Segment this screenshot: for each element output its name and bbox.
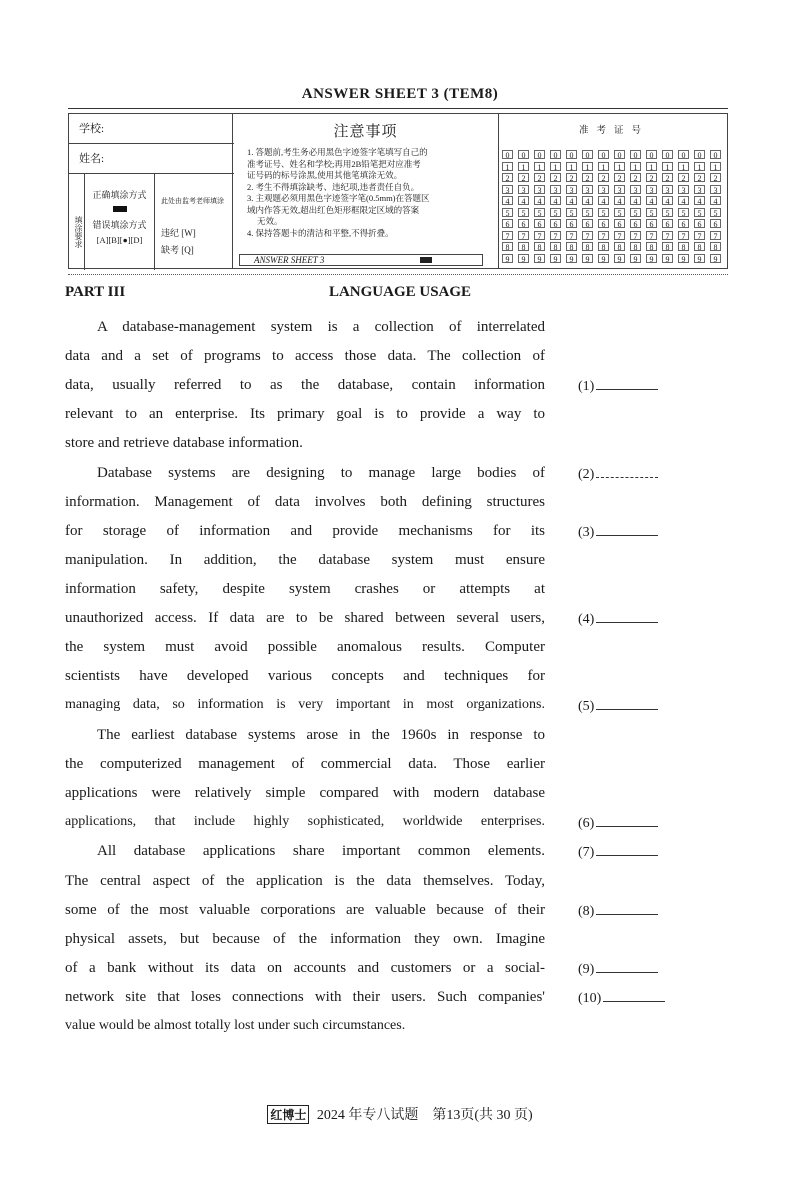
exam-id-bubble[interactable]: 4 — [662, 196, 673, 205]
exam-id-bubble[interactable]: 7 — [710, 231, 721, 240]
passage-line: manipulation. In addition, the database system must ensure — [65, 552, 545, 568]
exam-id-bubble[interactable]: 8 — [710, 242, 721, 251]
answer-blank-10[interactable] — [578, 987, 665, 1009]
school-field[interactable] — [69, 114, 234, 144]
passage-line: physical assets, but because of the information they own. Imagine — [65, 931, 545, 947]
answer-strip-label: ANSWER SHEET 3 — [254, 255, 325, 265]
exam-id-bubble[interactable]: 6 — [662, 219, 673, 228]
exam-id-bubble[interactable]: 7 — [582, 231, 593, 240]
exam-id-bubble[interactable]: 6 — [710, 219, 721, 228]
answer-blank-8[interactable] — [578, 900, 658, 922]
exam-id-bubble[interactable]: 2 — [502, 173, 513, 182]
passage-line: network site that loses connections with their users. Such companies' — [65, 989, 545, 1005]
passage-line: The earliest database systems arose in the 1960s in response to — [97, 727, 545, 743]
exam-id-bubble[interactable]: 2 — [694, 173, 705, 182]
blank-line[interactable] — [603, 987, 665, 1002]
exam-id-bubble[interactable]: 1 — [710, 162, 721, 171]
exam-id-bubble[interactable]: 6 — [518, 219, 529, 228]
exam-id-bubble[interactable]: 2 — [710, 173, 721, 182]
blank-number: (6) — [578, 816, 595, 831]
exam-id-bubble[interactable]: 0 — [518, 150, 529, 159]
exam-id-bubble[interactable]: 9 — [662, 254, 673, 263]
exam-id-bubble[interactable]: 4 — [678, 196, 689, 205]
exam-id-bubble[interactable]: 7 — [678, 231, 689, 240]
answer-blank-6[interactable] — [578, 812, 658, 834]
exam-id-bubble[interactable]: 3 — [646, 185, 657, 194]
exam-id-bubble[interactable]: 8 — [550, 242, 561, 251]
exam-id-bubble[interactable]: 8 — [502, 242, 513, 251]
exam-id-bubble[interactable]: 4 — [582, 196, 593, 205]
answer-blank-7[interactable] — [578, 841, 658, 863]
notice-line: 4. 保持答题卡的清洁和平整,不得折叠。 — [247, 227, 394, 238]
exam-id-bubble[interactable]: 8 — [566, 242, 577, 251]
passage-line: some of the most valuable corporations are valuable because of their — [65, 902, 545, 918]
footer-text: 2024 年专八试题 第13页(共 30 页) — [316, 1108, 533, 1123]
blank-line[interactable] — [596, 900, 658, 915]
exam-id-bubble[interactable]: 5 — [646, 208, 657, 217]
exam-id-bubble[interactable]: 3 — [566, 185, 577, 194]
exam-id-bubble[interactable]: 3 — [678, 185, 689, 194]
exam-id-bubble[interactable]: 0 — [598, 150, 609, 159]
exam-id-bubble[interactable]: 0 — [710, 150, 721, 159]
exam-id-bubble[interactable]: 3 — [662, 185, 673, 194]
passage-line: applications, that include highly sophisticated, worldwide enterprises. — [65, 814, 545, 829]
exam-id-column — [581, 150, 594, 266]
exam-id-bubble[interactable]: 7 — [598, 231, 609, 240]
notice-line: 2. 考生不得填涂缺考、违纪项,违者责任自负。 — [247, 181, 420, 192]
passage-line: managing data, so information is very important in most organizations. — [65, 697, 545, 712]
exam-id-bubble[interactable]: 6 — [598, 219, 609, 228]
exam-id-bubble[interactable]: 2 — [598, 173, 609, 182]
exam-id-bubble[interactable]: 3 — [502, 185, 513, 194]
exam-id-bubble[interactable]: 6 — [566, 219, 577, 228]
exam-id-column — [677, 150, 690, 266]
exam-id-bubble[interactable]: 8 — [694, 242, 705, 251]
notice-line: 无效。 — [257, 216, 283, 226]
passage-line: information. Management of data involves both defining structures — [65, 494, 545, 510]
exam-id-bubble[interactable]: 2 — [646, 173, 657, 182]
exam-id-bubble[interactable]: 0 — [566, 150, 577, 159]
proctor-box — [155, 174, 234, 270]
name-field[interactable] — [69, 144, 234, 174]
notice-line: 3. 主观题必须用黑色字迹签字笔(0.5mm)在答题区 — [247, 193, 430, 203]
exam-id-bubble[interactable]: 8 — [598, 242, 609, 251]
exam-id-bubble[interactable]: 7 — [534, 231, 545, 240]
blank-number: (1) — [578, 379, 595, 394]
exam-id-bubble[interactable]: 2 — [630, 173, 641, 182]
exam-id-bubble[interactable]: 9 — [550, 254, 561, 263]
exam-id-bubble[interactable]: 6 — [550, 219, 561, 228]
exam-id-bubble[interactable]: 4 — [646, 196, 657, 205]
exam-id-bubble[interactable]: 0 — [630, 150, 641, 159]
passage-line: value would be almost totally lost under such circumstances. — [65, 1018, 406, 1033]
exam-id-bubble[interactable]: 3 — [534, 185, 545, 194]
blank-line[interactable] — [596, 695, 658, 710]
exam-id-bubble[interactable]: 0 — [678, 150, 689, 159]
exam-id-bubble[interactable]: 2 — [662, 173, 673, 182]
exam-id-bubble[interactable]: 1 — [598, 162, 609, 171]
exam-id-panel — [498, 113, 728, 269]
exam-id-bubble[interactable]: 3 — [630, 185, 641, 194]
exam-id-bubble[interactable]: 7 — [518, 231, 529, 240]
correct-fill-sample — [113, 206, 127, 212]
exam-id-bubble[interactable]: 9 — [630, 254, 641, 263]
exam-id-bubble[interactable]: 6 — [678, 219, 689, 228]
exam-id-bubble[interactable]: 7 — [630, 231, 641, 240]
passage-line: store and retrieve database information. — [65, 435, 303, 451]
exam-id-bubble[interactable]: 1 — [614, 162, 625, 171]
publisher-logo: 红博士 — [267, 1105, 309, 1124]
fill-instructions — [69, 174, 234, 270]
exam-id-bubble[interactable]: 7 — [646, 231, 657, 240]
exam-id-bubble[interactable]: 1 — [518, 162, 529, 171]
blank-line[interactable] — [596, 841, 658, 856]
exam-id-bubble[interactable]: 4 — [614, 196, 625, 205]
exam-id-bubble[interactable]: 4 — [710, 196, 721, 205]
exam-id-bubble[interactable]: 1 — [502, 162, 513, 171]
exam-id-bubble[interactable]: 4 — [518, 196, 529, 205]
exam-id-bubble[interactable]: 0 — [662, 150, 673, 159]
exam-id-bubble[interactable]: 9 — [566, 254, 577, 263]
blank-number: (3) — [578, 525, 595, 540]
blank-line[interactable] — [596, 812, 658, 827]
exam-id-bubble[interactable]: 4 — [534, 196, 545, 205]
blank-number: (10) — [578, 991, 602, 1006]
exam-id-bubble[interactable]: 3 — [710, 185, 721, 194]
exam-id-bubble[interactable]: 3 — [550, 185, 561, 194]
exam-id-bubble[interactable]: 4 — [566, 196, 577, 205]
fill-examples — [85, 174, 155, 270]
exam-id-column — [597, 150, 610, 266]
blank-number: (5) — [578, 699, 595, 714]
exam-id-bubble[interactable]: 0 — [614, 150, 625, 159]
exam-id-bubble[interactable]: 5 — [502, 208, 513, 217]
notice-line: 1. 答题前,考生务必用黑色字迹签字笔填写自己的 — [247, 147, 428, 157]
exam-id-column — [565, 150, 578, 266]
passage-line: of a bank without its data on accounts and customers or a social- — [65, 960, 545, 976]
exam-id-bubble[interactable]: 8 — [582, 242, 593, 251]
part-label: PART III — [65, 284, 126, 300]
exam-id-bubble[interactable]: 6 — [614, 219, 625, 228]
exam-id-bubble[interactable]: 6 — [646, 219, 657, 228]
exam-id-bubble[interactable]: 6 — [694, 219, 705, 228]
exam-id-bubble[interactable]: 8 — [662, 242, 673, 251]
blank-line[interactable] — [596, 958, 658, 973]
exam-id-bubble[interactable]: 6 — [582, 219, 593, 228]
exam-id-bubble[interactable]: 4 — [502, 196, 513, 205]
exam-id-column — [661, 150, 674, 266]
answer-blank-2[interactable] — [578, 463, 658, 485]
answer-blank-4[interactable] — [578, 608, 658, 630]
exam-id-bubble[interactable]: 9 — [678, 254, 689, 263]
exam-id-column — [693, 150, 706, 266]
exam-id-bubble[interactable]: 6 — [630, 219, 641, 228]
exam-id-bubble[interactable]: 0 — [694, 150, 705, 159]
absent-option[interactable]: 缺考 [Q] — [161, 245, 194, 255]
exam-id-bubble[interactable]: 9 — [582, 254, 593, 263]
passage-line: information safety, despite system crashes or attempts at — [65, 581, 545, 597]
blank-number: (4) — [578, 612, 595, 627]
exam-id-bubble[interactable]: 7 — [550, 231, 561, 240]
exam-id-bubble[interactable]: 1 — [582, 162, 593, 171]
exam-id-bubble[interactable]: 5 — [662, 208, 673, 217]
passage-line: data, usually referred to as the database, contain information — [65, 377, 545, 393]
exam-id-bubble[interactable]: 5 — [710, 208, 721, 217]
exam-id-bubble[interactable]: 9 — [598, 254, 609, 263]
exam-id-bubble[interactable]: 5 — [582, 208, 593, 217]
notice-panel — [233, 113, 498, 269]
exam-id-bubble[interactable]: 7 — [566, 231, 577, 240]
exam-id-bubble[interactable]: 3 — [598, 185, 609, 194]
exam-id-bubble[interactable]: 1 — [694, 162, 705, 171]
passage-line: Database systems are designing to manage large bodies of — [97, 465, 545, 481]
exam-id-bubble[interactable]: 5 — [630, 208, 641, 217]
exam-id-bubble[interactable]: 5 — [694, 208, 705, 217]
exam-id-bubble[interactable]: 8 — [518, 242, 529, 251]
school-label: 学校: — [79, 123, 105, 135]
exam-id-bubble[interactable]: 3 — [614, 185, 625, 194]
passage-line: unauthorized access. If data are to be shared between several users, — [65, 610, 545, 626]
exam-id-bubble[interactable]: 0 — [582, 150, 593, 159]
blank-number: (7) — [578, 845, 595, 860]
exam-id-bubble[interactable]: 5 — [614, 208, 625, 217]
exam-id-column — [709, 150, 722, 266]
answer-sheet-header — [68, 113, 728, 269]
notice-title: 注意事项 — [333, 124, 398, 140]
exam-id-bubble[interactable]: 9 — [614, 254, 625, 263]
exam-id-bubble[interactable]: 2 — [582, 173, 593, 182]
answer-blank-5[interactable] — [578, 695, 658, 717]
exam-id-bubble[interactable]: 8 — [614, 242, 625, 251]
exam-id-bubble[interactable]: 2 — [566, 173, 577, 182]
exam-id-bubble[interactable]: 0 — [502, 150, 513, 159]
exam-id-bubble[interactable]: 5 — [534, 208, 545, 217]
exam-id-bubble[interactable]: 5 — [678, 208, 689, 217]
exam-id-bubble[interactable]: 2 — [678, 173, 689, 182]
exam-id-bubble[interactable]: 2 — [550, 173, 561, 182]
fill-side-label: 填涂要求 — [69, 174, 85, 270]
exam-id-bubble[interactable]: 1 — [646, 162, 657, 171]
part-title: LANGUAGE USAGE — [328, 284, 472, 300]
exam-id-column — [645, 150, 658, 266]
passage-line: the computerized management of commercial data. Those earlier — [65, 756, 545, 772]
exam-id-bubble[interactable]: 3 — [518, 185, 529, 194]
passage-line: data and a set of programs to access those data. The collection of — [65, 348, 545, 364]
notice-line: 域内作答无效,超出红色矩形框限定区域的答案 — [247, 204, 420, 215]
blank-number: (2) — [578, 467, 595, 482]
notice-line: 准考证号、姓名和学校;再用2B铅笔把对应准考 — [247, 158, 421, 169]
exam-id-bubble[interactable]: 7 — [614, 231, 625, 240]
exam-id-column — [549, 150, 562, 266]
answer-blank-1[interactable] — [578, 375, 658, 397]
exam-id-bubble[interactable]: 9 — [710, 254, 721, 263]
student-info-box — [68, 113, 233, 269]
exam-id-bubble[interactable]: 3 — [582, 185, 593, 194]
exam-id-bubble[interactable]: 8 — [678, 242, 689, 251]
exam-id-bubble[interactable]: 2 — [518, 173, 529, 182]
exam-id-bubble[interactable]: 9 — [694, 254, 705, 263]
exam-id-bubble[interactable]: 1 — [678, 162, 689, 171]
passage-line: A database-management system is a collection of interrelated — [97, 319, 545, 335]
blank-line[interactable] — [596, 608, 658, 623]
strip-mark — [420, 257, 432, 263]
exam-id-title: 准考证号 — [578, 126, 649, 136]
exam-id-column — [501, 150, 514, 266]
blank-number: (8) — [578, 904, 595, 919]
exam-id-bubble[interactable]: 1 — [534, 162, 545, 171]
exam-id-bubble[interactable]: 9 — [518, 254, 529, 263]
page-footer — [0, 1104, 800, 1124]
answer-sheet-strip — [239, 254, 483, 266]
passage-line: The central aspect of the application is the data themselves. Today, — [65, 873, 545, 889]
exam-id-bubble[interactable]: 9 — [534, 254, 545, 263]
exam-id-bubble[interactable]: 7 — [662, 231, 673, 240]
exam-id-bubble-grid[interactable] — [501, 150, 727, 266]
notice-line: 证号码的标号涂黑,使用其他笔填涂无效。 — [247, 170, 403, 180]
exam-id-column — [517, 150, 530, 266]
exam-id-bubble[interactable]: 0 — [534, 150, 545, 159]
exam-id-bubble[interactable]: 4 — [598, 196, 609, 205]
exam-id-bubble[interactable]: 6 — [534, 219, 545, 228]
exam-id-bubble[interactable]: 4 — [550, 196, 561, 205]
name-label: 姓名: — [79, 153, 105, 165]
violation-option[interactable]: 违纪 [W] — [161, 228, 196, 238]
exam-id-bubble[interactable]: 8 — [646, 242, 657, 251]
passage-line: relevant to an enterprise. Its primary goal is to provide a way to — [65, 406, 545, 422]
exam-id-column — [629, 150, 642, 266]
exam-id-bubble[interactable]: 4 — [694, 196, 705, 205]
exam-id-bubble[interactable]: 9 — [502, 254, 513, 263]
exam-id-bubble[interactable]: 1 — [630, 162, 641, 171]
exam-id-bubble[interactable]: 8 — [534, 242, 545, 251]
sheet-title: ANSWER SHEET 3 (TEM8) — [301, 86, 499, 102]
blank-line[interactable] — [596, 375, 658, 390]
wrong-fill-example: [A][B][●][D] — [96, 235, 143, 245]
exam-id-bubble[interactable]: 4 — [630, 196, 641, 205]
exam-id-bubble[interactable]: 7 — [502, 231, 513, 240]
answer-blank-9[interactable] — [578, 958, 658, 980]
exam-id-bubble[interactable]: 8 — [630, 242, 641, 251]
exam-id-bubble[interactable]: 0 — [550, 150, 561, 159]
blank-line[interactable] — [596, 463, 658, 478]
exam-id-bubble[interactable]: 1 — [662, 162, 673, 171]
exam-id-column — [613, 150, 626, 266]
passage-line: for storage of information and provide mechanisms for its — [65, 523, 545, 539]
top-rule — [68, 108, 728, 109]
wrong-fill-label: 错误填涂方式 — [92, 220, 147, 230]
header-bottom-rule — [68, 274, 728, 275]
exam-id-bubble[interactable]: 2 — [614, 173, 625, 182]
exam-id-bubble[interactable]: 6 — [502, 219, 513, 228]
passage-line: applications were relatively simple compared with modern database — [65, 785, 545, 801]
exam-id-bubble[interactable]: 0 — [646, 150, 657, 159]
answer-blank-3[interactable] — [578, 521, 658, 543]
passage-line: the system must avoid possible anomalous results. Computer — [65, 639, 545, 655]
exam-id-bubble[interactable]: 5 — [566, 208, 577, 217]
notice-list — [233, 141, 498, 239]
exam-id-bubble[interactable]: 1 — [566, 162, 577, 171]
exam-id-bubble[interactable]: 9 — [646, 254, 657, 263]
blank-line[interactable] — [596, 521, 658, 536]
exam-id-bubble[interactable]: 1 — [550, 162, 561, 171]
correct-fill-label: 正确填涂方式 — [92, 190, 147, 200]
exam-id-bubble[interactable]: 5 — [598, 208, 609, 217]
passage-line: All database applications share important common elements. — [97, 843, 545, 859]
exam-id-bubble[interactable]: 5 — [518, 208, 529, 217]
proctor-label: 此处由监考老师填涂 — [161, 197, 224, 205]
passage-line: scientists have developed various concepts and techniques for — [65, 668, 545, 684]
exam-id-bubble[interactable]: 5 — [550, 208, 561, 217]
exam-id-column — [533, 150, 546, 266]
exam-id-bubble[interactable]: 3 — [694, 185, 705, 194]
blank-number: (9) — [578, 962, 595, 977]
exam-id-bubble[interactable]: 7 — [694, 231, 705, 240]
exam-id-bubble[interactable]: 2 — [534, 173, 545, 182]
